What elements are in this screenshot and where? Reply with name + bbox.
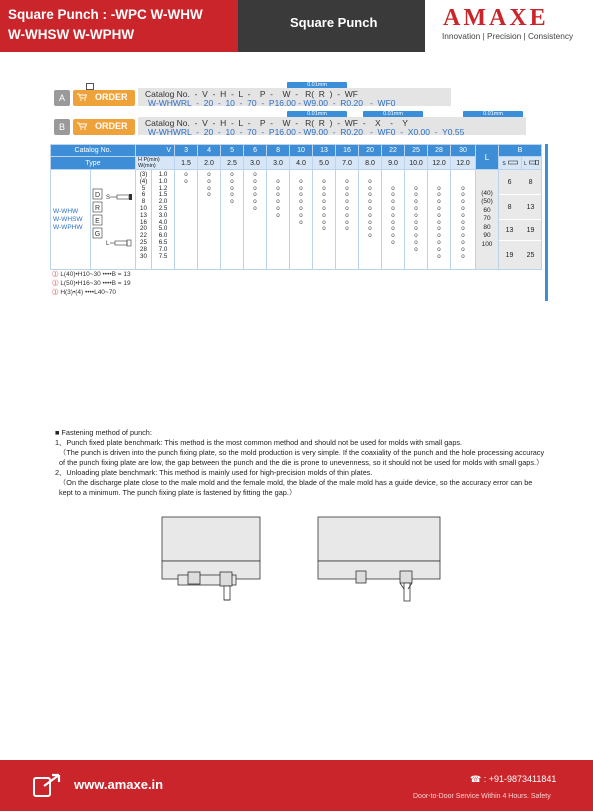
availability-mark: o <box>276 198 280 206</box>
availability-mark: o <box>461 184 465 192</box>
availability-mark: o <box>230 184 234 192</box>
availability-mark: o <box>345 198 349 206</box>
header-b: B <box>499 145 542 157</box>
w-value: 6.5 <box>158 238 168 246</box>
availability-mark: o <box>322 184 326 192</box>
availability-mark <box>267 254 289 261</box>
small-mark-icon <box>86 83 94 90</box>
h-value: 22 <box>140 232 147 240</box>
availability-column <box>428 170 451 270</box>
l-column <box>476 170 499 270</box>
availability-mark: o <box>368 198 372 206</box>
warning-icon: ⓵ <box>52 280 59 287</box>
v-cell: 30 <box>451 145 476 157</box>
availability-mark: o <box>368 191 372 199</box>
availability-mark: o <box>461 211 465 219</box>
availability-mark <box>290 254 312 261</box>
availability-column <box>313 170 336 270</box>
availability-mark: o <box>322 225 326 233</box>
fastening-paragraph: （On the discharge plate close to the male mold and the female mold, the blade of the male mold has a guide device, so the accuracy error can be kept to a minimum. The punch fixing plate is fastened by fitting the gap.） <box>59 478 533 497</box>
availability-mark: o <box>391 211 395 219</box>
p-cell: 2.5 <box>221 157 244 170</box>
header-p: P(min) <box>143 157 160 163</box>
availability-mark: o <box>391 191 395 199</box>
w-value: 2.5 <box>158 204 168 212</box>
pin-l-icon <box>529 160 539 165</box>
fastening-paragraph: 1、Punch fixed plate benchmark: This method is the most common method and should not be used for molds with small gaps. <box>55 438 463 447</box>
w-value: 2.0 <box>158 198 168 206</box>
availability-mark: o <box>299 218 303 226</box>
availability-mark: o <box>345 218 349 226</box>
p-cell: 4.0 <box>290 157 313 170</box>
w-column <box>152 170 175 270</box>
footer <box>0 760 593 811</box>
v-cell: 16 <box>336 145 359 157</box>
b-l-header <box>522 157 542 170</box>
availability-mark: o <box>414 191 418 199</box>
v-cell: 25 <box>405 145 428 157</box>
table-header-row <box>51 145 542 157</box>
b-s-value: 19 <box>505 251 514 259</box>
availability-mark: o <box>184 177 188 185</box>
availability-mark: o <box>230 191 234 199</box>
availability-column <box>198 170 221 270</box>
header-h: H <box>138 157 142 163</box>
punch-shape-diagram <box>91 171 135 267</box>
fastening-heading: ■ Fastening method of punch: <box>55 428 152 437</box>
order-a-button[interactable] <box>73 90 135 106</box>
pin-s-icon <box>508 160 518 165</box>
order-a-letter: A <box>54 90 70 106</box>
availability-mark: o <box>437 245 441 253</box>
w-value: 4.0 <box>158 218 168 226</box>
p-cell: 12.0 <box>451 157 476 170</box>
website-link[interactable]: www.amaxe.in <box>74 777 164 792</box>
fastening-section <box>55 428 545 498</box>
b-row <box>499 170 541 195</box>
order-b-catalog-values: W-WHWRL - 20 - 10 - 70 - P16.00 - W9.00 - R0.20 - WF0 - X0.00 - Y0.55 <box>148 127 465 137</box>
shape-letter: R <box>94 204 101 212</box>
availability-column <box>382 170 405 270</box>
warning-icon: ⓵ <box>52 289 59 296</box>
tolerance-tag: 0.01mm <box>287 82 347 89</box>
note-text: L(40)•H10~30 ••••B = 13 <box>60 271 131 278</box>
b-l-value: 25 <box>526 251 535 259</box>
availability-mark: o <box>230 198 234 206</box>
p-cell: 2.0 <box>198 157 221 170</box>
unloading-plate-diagram <box>316 515 442 607</box>
v-cell: 8 <box>267 145 290 157</box>
availability-mark: o <box>184 171 188 178</box>
availability-mark: o <box>461 252 465 260</box>
b-row <box>499 220 541 241</box>
h-value: 5 <box>141 184 146 192</box>
v-cell: 20 <box>359 145 382 157</box>
p-cell: 12.0 <box>428 157 451 170</box>
header-l: L <box>476 145 499 170</box>
note-text: H(3)•(4) ••••L40~70 <box>60 289 116 296</box>
v-cell: 3 <box>175 145 198 157</box>
b-s-header <box>499 157 522 170</box>
availability-mark: o <box>391 225 395 233</box>
h-value: 25 <box>140 238 147 246</box>
section-title: Square Punch <box>290 15 378 30</box>
availability-mark: o <box>437 184 441 192</box>
availability-mark: o <box>253 191 257 199</box>
availability-mark: o <box>461 245 465 253</box>
p-cell: 3.0 <box>267 157 290 170</box>
fixed-plate-diagram <box>160 515 262 605</box>
availability-column <box>267 170 290 270</box>
availability-mark: o <box>391 204 395 212</box>
h-value: (4) <box>139 177 148 185</box>
order-b-catalog-labels: Catalog No. - V - H - L - P - W - R( R ) - WF - X - Y <box>145 118 408 128</box>
availability-mark: o <box>322 204 326 212</box>
s-label: S <box>106 194 111 201</box>
availability-mark: o <box>461 198 465 206</box>
note-text: L(50)•H16~30 ••••B = 19 <box>60 280 131 287</box>
availability-mark: o <box>276 191 280 199</box>
l-value: 90 <box>483 232 491 240</box>
availability-mark: o <box>461 191 465 199</box>
availability-mark: o <box>414 211 418 219</box>
availability-mark: o <box>368 184 372 192</box>
b-l-value: 8 <box>528 178 533 186</box>
availability-mark: o <box>461 225 465 233</box>
fastening-paragraph: （The punch is driven into the punch fixing plate, so the mold production is very simple. If the coaxiality of the punch and the hole processing accuracy of the punch fixing plate are low, the gap between the punch and the die is prone to unevenness, so it should not be used for molds with small gaps.） <box>59 448 545 467</box>
l-label: L <box>106 240 110 247</box>
availability-mark: o <box>437 198 441 206</box>
availability-mark: o <box>414 184 418 192</box>
l-value: (40) <box>481 189 493 197</box>
h-value: 13 <box>140 211 147 219</box>
header-w: W(min) <box>138 163 156 169</box>
tolerance-tag: 0.01mm <box>363 111 423 118</box>
h-value: 28 <box>140 245 147 253</box>
availability-column <box>175 170 198 270</box>
order-a-catalog-values: W-WHWRL - 20 - 10 - 70 - P16.00 - W9.00 - R0.20 - WF0 <box>148 98 396 108</box>
p-cell: 5.0 <box>313 157 336 170</box>
h-value: 30 <box>140 252 147 260</box>
shape-letter: D <box>94 191 101 199</box>
order-b-button[interactable] <box>73 119 135 135</box>
tolerance-tag: 0.01mm <box>463 111 523 118</box>
w-value: 7.5 <box>158 252 168 260</box>
availability-column <box>451 170 476 270</box>
availability-mark <box>336 254 358 261</box>
availability-mark: o <box>345 177 349 185</box>
availability-mark: o <box>345 204 349 212</box>
availability-mark: o <box>368 225 372 233</box>
table-side-bar <box>545 144 548 301</box>
h-value: (3) <box>139 171 148 178</box>
availability-mark: o <box>345 184 349 192</box>
shape-letter: G <box>94 230 101 238</box>
availability-mark: o <box>437 225 441 233</box>
availability-mark: o <box>322 211 326 219</box>
availability-mark: o <box>368 218 372 226</box>
w-value: 3.0 <box>158 211 168 219</box>
note-line <box>52 270 131 279</box>
availability-mark: o <box>207 171 211 178</box>
availability-mark: o <box>299 198 303 206</box>
availability-mark: o <box>253 184 257 192</box>
b-s-value: 6 <box>507 178 512 186</box>
l-value: 70 <box>483 215 491 223</box>
availability-mark: o <box>322 218 326 226</box>
fastening-paragraph: 2、Unloading plate benchmark: This method is mainly used for high-precision molds of thin plates. <box>55 468 373 477</box>
availability-mark: o <box>391 238 395 246</box>
v-cell: 22 <box>382 145 405 157</box>
h-value: 8 <box>141 198 146 206</box>
s-header-label: S <box>502 160 506 167</box>
availability-mark: o <box>437 218 441 226</box>
service-text: Door-to-Door Service Within 4 Hours. Safety <box>413 793 551 800</box>
availability-mark: o <box>276 211 280 219</box>
availability-mark: o <box>322 198 326 206</box>
availability-mark: o <box>414 204 418 212</box>
availability-mark: o <box>414 225 418 233</box>
availability-mark: o <box>437 252 441 260</box>
v-cell: 6 <box>244 145 267 157</box>
availability-mark: o <box>414 245 418 253</box>
availability-mark: o <box>461 204 465 212</box>
availability-mark: o <box>461 218 465 226</box>
availability-mark: o <box>437 191 441 199</box>
l-value: 80 <box>483 223 491 231</box>
website-icon <box>32 772 62 799</box>
w-value: 6.0 <box>158 232 168 240</box>
availability-mark: o <box>253 177 257 185</box>
header-v: V <box>136 145 175 157</box>
order-a-label: ORDER <box>95 92 128 102</box>
availability-mark: o <box>207 191 211 199</box>
b-row <box>499 195 541 220</box>
availability-mark: o <box>437 238 441 246</box>
availability-mark: o <box>437 232 441 240</box>
p-cell: 1.5 <box>175 157 198 170</box>
availability-mark <box>221 254 243 261</box>
table-notes <box>52 270 131 297</box>
spec-table <box>50 144 542 270</box>
h-value: 6 <box>141 191 146 199</box>
availability-mark: o <box>391 232 395 240</box>
availability-mark <box>198 254 220 261</box>
shape-letter: E <box>95 217 100 225</box>
note-line <box>52 288 131 297</box>
p-cell: 3.0 <box>244 157 267 170</box>
b-l-value: 19 <box>526 226 535 234</box>
availability-column <box>405 170 428 270</box>
phone-number[interactable]: ☎ : +91-9873411841 <box>470 774 557 784</box>
availability-mark: o <box>322 177 326 185</box>
type-name: W-WPHW <box>53 223 83 231</box>
availability-mark <box>405 254 427 261</box>
v-cell: 5 <box>221 145 244 157</box>
page-title: Square Punch : -WPC W-WHW W-WHSW W-WPHW <box>8 7 203 42</box>
availability-mark: o <box>368 204 372 212</box>
availability-mark: o <box>345 225 349 233</box>
table-body-row <box>51 170 542 270</box>
b-column <box>499 170 542 270</box>
availability-mark: o <box>230 171 234 178</box>
order-b-letter: B <box>54 119 70 135</box>
p-cell: 8.0 <box>359 157 382 170</box>
availability-mark: o <box>299 184 303 192</box>
availability-mark: o <box>276 184 280 192</box>
w-value: 1.0 <box>158 171 168 178</box>
availability-mark: o <box>299 191 303 199</box>
l-value: 60 <box>483 206 491 214</box>
availability-mark <box>382 254 404 261</box>
availability-mark: o <box>414 238 418 246</box>
availability-mark: o <box>345 211 349 219</box>
availability-column <box>359 170 382 270</box>
availability-mark: o <box>368 232 372 240</box>
w-value: 1.5 <box>158 191 168 199</box>
availability-mark: o <box>207 184 211 192</box>
p-cell: 10.0 <box>405 157 428 170</box>
availability-mark: o <box>276 177 280 185</box>
availability-mark: o <box>391 218 395 226</box>
w-value: 1.2 <box>158 184 168 192</box>
type-cell <box>51 170 91 270</box>
b-s-value: 8 <box>507 203 512 211</box>
availability-column <box>244 170 267 270</box>
w-value: 1.0 <box>158 177 168 185</box>
availability-mark: o <box>253 204 257 212</box>
availability-mark: o <box>299 177 303 185</box>
availability-mark <box>244 254 266 261</box>
availability-mark <box>175 254 197 261</box>
header-type: Type <box>51 157 136 170</box>
h-value: 16 <box>140 218 147 226</box>
availability-mark: o <box>414 218 418 226</box>
availability-mark: o <box>391 198 395 206</box>
availability-mark: o <box>276 204 280 212</box>
availability-column <box>336 170 359 270</box>
w-value: 7.0 <box>158 245 168 253</box>
availability-mark: o <box>437 204 441 212</box>
w-value: 5.0 <box>158 225 168 233</box>
b-l-value: 13 <box>526 203 535 211</box>
cart-icon <box>77 122 87 130</box>
v-cell: 13 <box>313 145 336 157</box>
availability-mark: o <box>299 211 303 219</box>
note-line <box>52 279 131 288</box>
v-cell: 28 <box>428 145 451 157</box>
v-cell: 4 <box>198 145 221 157</box>
availability-mark: o <box>414 232 418 240</box>
b-s-value: 13 <box>505 226 514 234</box>
type-name: W-WHW <box>53 207 79 215</box>
p-cell: 7.0 <box>336 157 359 170</box>
availability-mark: o <box>391 184 395 192</box>
tolerance-tag: 0.01mm <box>287 111 347 118</box>
shape-cell <box>91 170 136 270</box>
availability-column <box>221 170 244 270</box>
warning-icon: ⓵ <box>52 271 59 278</box>
availability-mark: o <box>368 211 372 219</box>
availability-mark: o <box>461 238 465 246</box>
p-cell: 9.0 <box>382 157 405 170</box>
h-column <box>136 170 152 270</box>
brand-logo: AMAXE <box>443 5 549 31</box>
availability-mark: o <box>299 204 303 212</box>
availability-mark: o <box>437 211 441 219</box>
availability-mark: o <box>368 177 372 185</box>
availability-mark: o <box>461 232 465 240</box>
availability-mark <box>313 254 335 261</box>
h-value: 10 <box>140 204 147 212</box>
availability-mark: o <box>345 191 349 199</box>
availability-mark: o <box>253 198 257 206</box>
order-b-label: ORDER <box>95 121 128 131</box>
l-value: 100 <box>481 240 493 248</box>
brand-tagline: Innovation | Precision | Consistency <box>442 31 574 41</box>
availability-mark: o <box>414 198 418 206</box>
type-name: W-WHSW <box>53 215 83 223</box>
cart-icon <box>77 93 87 101</box>
availability-mark: o <box>253 171 257 178</box>
table-subheader-row <box>51 157 542 170</box>
l-header-label: L <box>524 160 527 167</box>
availability-mark: o <box>230 177 234 185</box>
availability-mark: o <box>322 191 326 199</box>
b-row <box>499 241 541 269</box>
header-catalog: Catalog No. <box>51 145 136 157</box>
availability-column <box>290 170 313 270</box>
availability-mark <box>359 254 381 261</box>
h-value: 20 <box>140 225 147 233</box>
header-h-p-w <box>136 157 175 170</box>
availability-mark: o <box>207 177 211 185</box>
order-a-catalog-labels: Catalog No. - V - H - L - P - W - R( R ) - WF <box>145 89 358 99</box>
l-value: (50) <box>481 198 493 206</box>
v-cell: 10 <box>290 145 313 157</box>
